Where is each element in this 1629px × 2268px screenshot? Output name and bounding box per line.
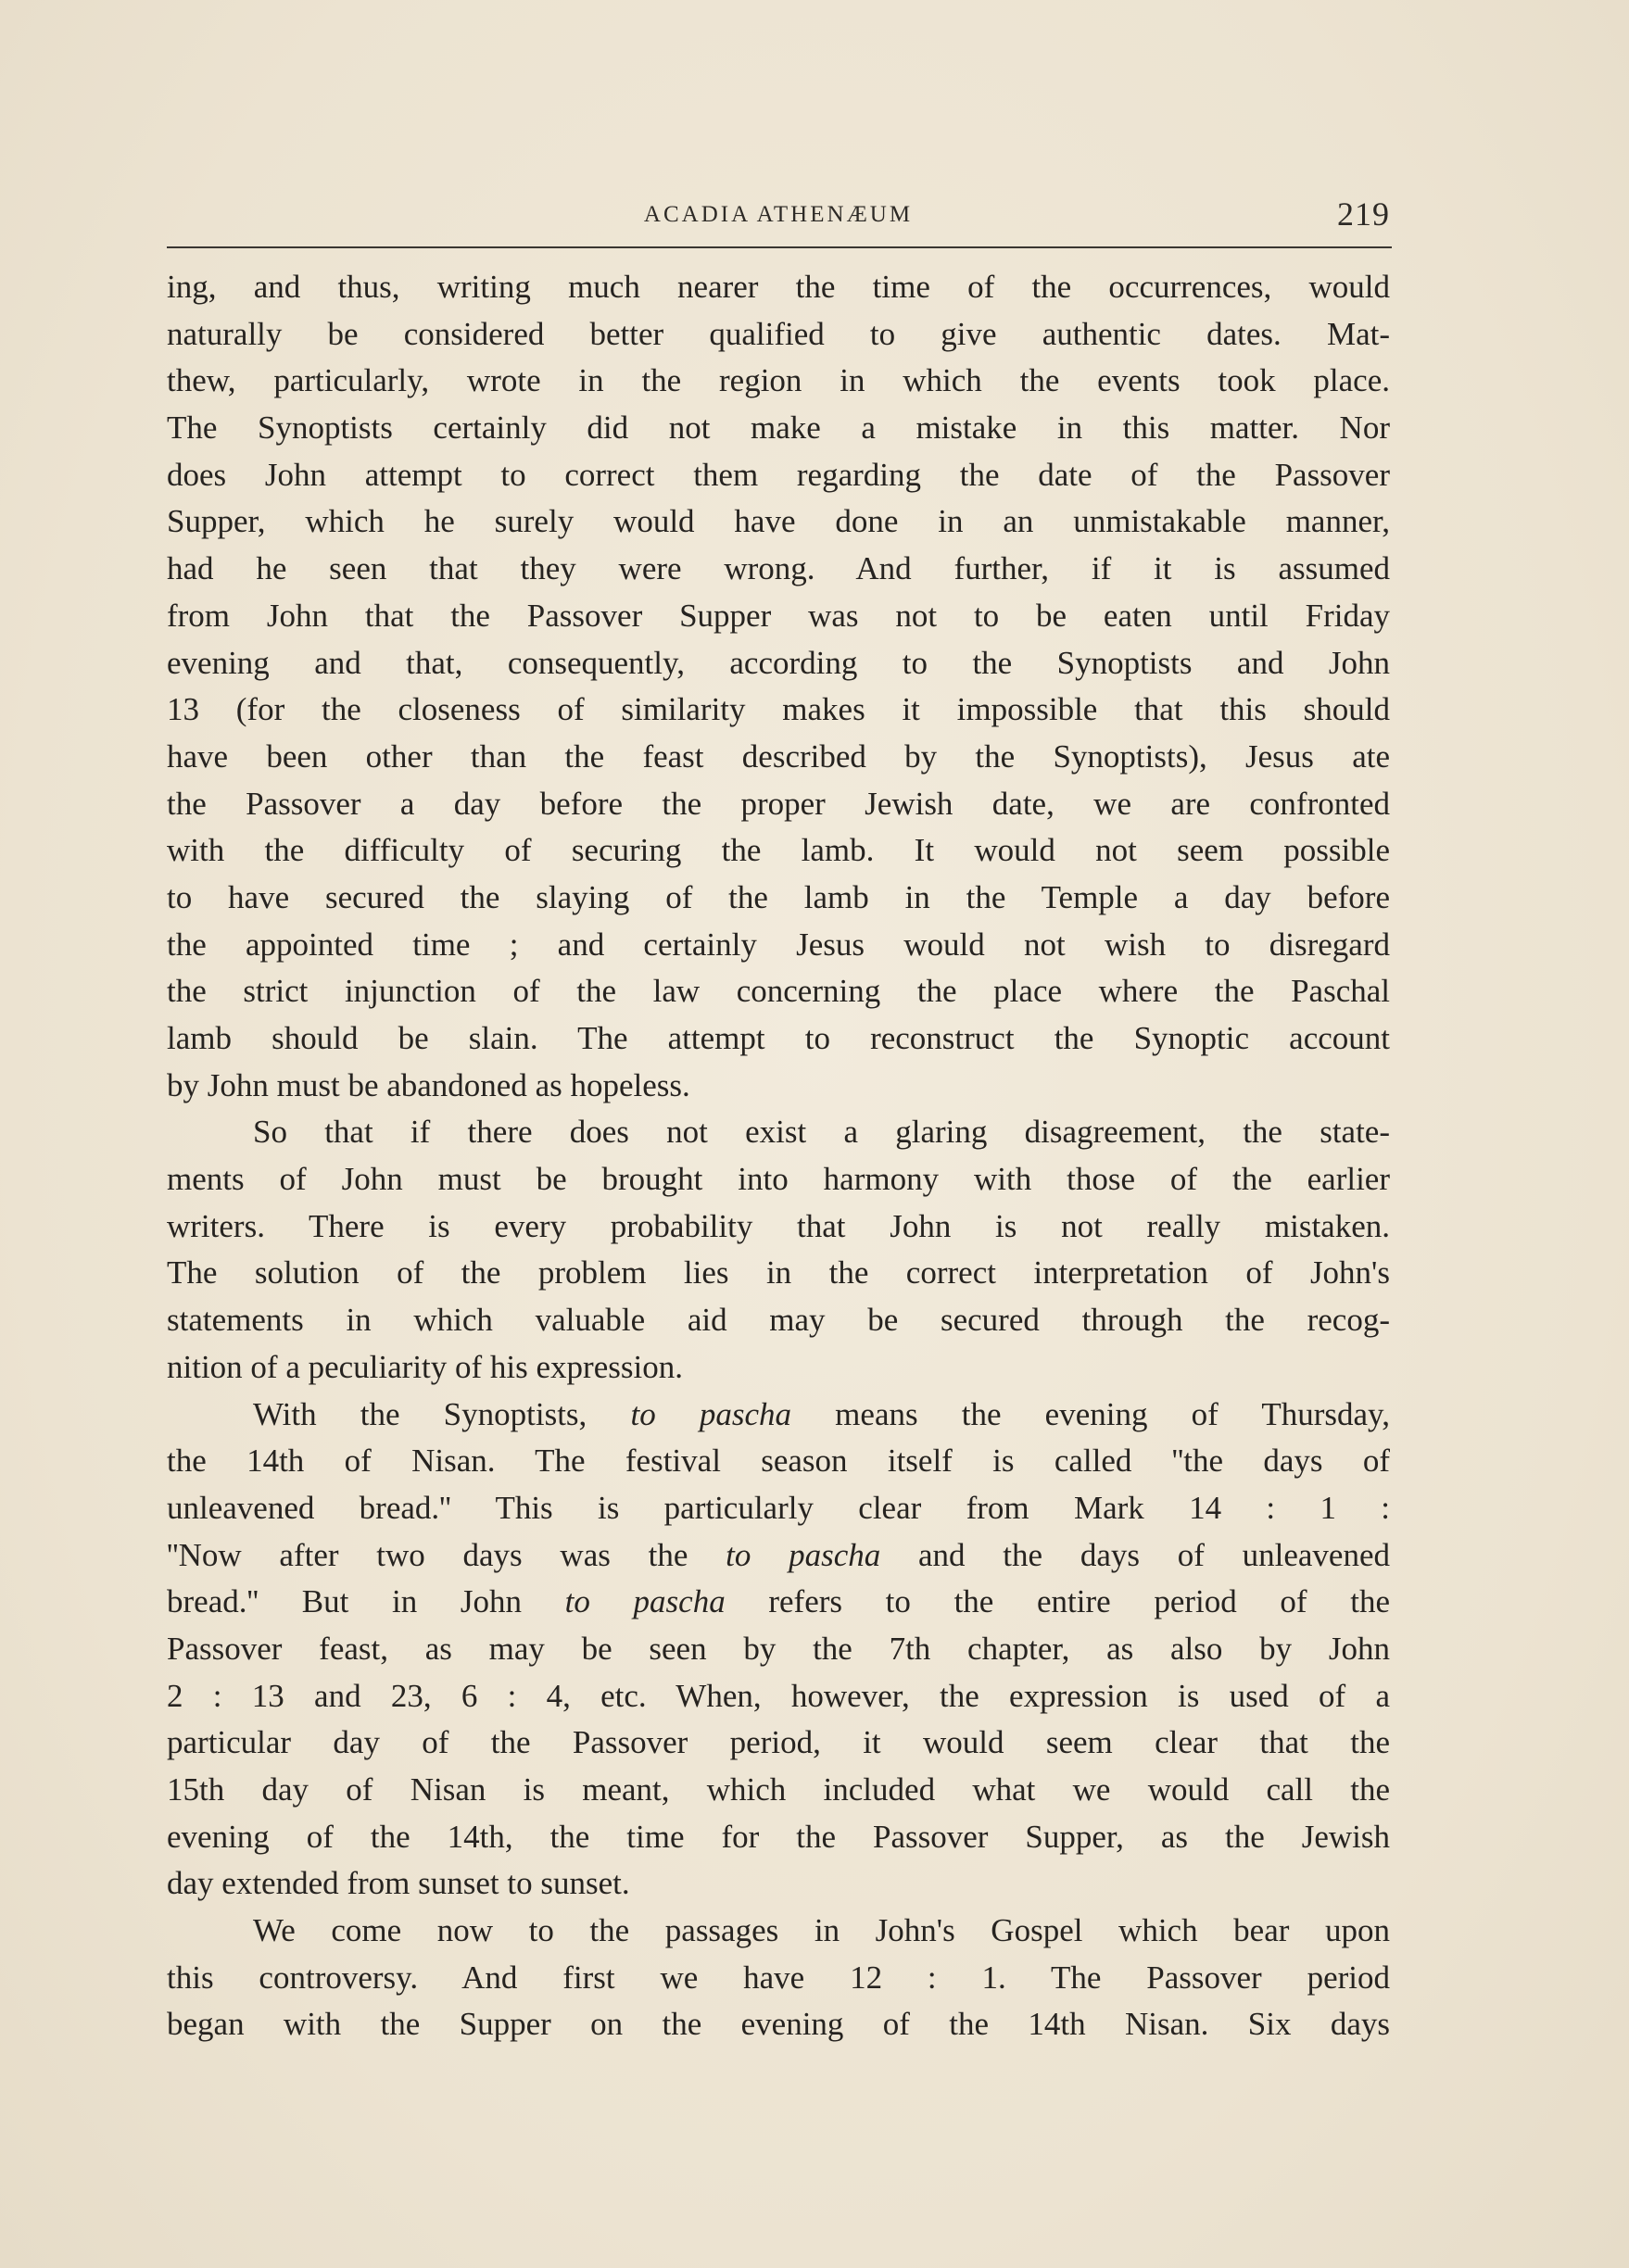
text-line: We come now to the passages in John's Gospel which bear upon (253, 1912, 1390, 1949)
text-line: have been other than the feast described by the Synoptists), Jesus ate (167, 737, 1390, 775)
text-line: particular day of the Passover period, it would seem clear that the (167, 1724, 1390, 1761)
text-line: from John that the Passover Supper was not to be eaten until Friday (167, 597, 1390, 634)
text-line: evening of the 14th, the time for the Passover Supper, as the Jewish (167, 1818, 1390, 1855)
text-line: bread.'' But in John to pascha refers to the entire period of the (167, 1583, 1390, 1620)
text-line: the strict injunction of the law concerning the place where the Paschal (167, 973, 1390, 1010)
paragraph (167, 1908, 1390, 2048)
paragraph (167, 1109, 1390, 1391)
text-line: evening and that, consequently, according to the Synoptists and John (167, 644, 1390, 681)
text-line: 2 : 13 and 23, 6 : 4, etc. When, however, the expression is used of a (167, 1677, 1390, 1714)
text-line: ing, and thus, writing much nearer the time of the occurrences, would (167, 269, 1390, 305)
text-line: by John must be abandoned as hopeless. (167, 1066, 690, 1103)
paragraph (167, 264, 1390, 1109)
text-line: ments of John must be brought into harmony with those of the earlier (167, 1161, 1390, 1198)
text-line: The solution of the problem lies in the correct interpretation of John's (167, 1254, 1390, 1292)
text-line: ''Now after two days was the to pascha and the days of unleavened (167, 1536, 1390, 1573)
body-text (167, 264, 1390, 2048)
text-line: The Synoptists certainly did not make a mistake in this matter. Nor (167, 410, 1390, 447)
text-line: to have secured the slaying of the lamb in the Temple a day before (167, 878, 1390, 915)
text-line: With the Synoptists, to pascha means the evening of Thursday, (253, 1395, 1390, 1432)
text-line: statements in which valuable aid may be secured through the recog- (167, 1302, 1390, 1339)
text-line: the 14th of Nisan. The festival season itself is called ''the days of (167, 1443, 1390, 1480)
text-line: lamb should be slain. The attempt to reconstruct the Synoptic account (167, 1020, 1390, 1056)
running-head: ACADIA ATHENÆUM (643, 202, 914, 227)
text-line: began with the Supper on the evening of the 14th Nisan. Six days (167, 2006, 1390, 2043)
text-line: had he seen that they were wrong. And further, if it is assumed (167, 550, 1390, 587)
text-line: day extended from sunset to sunset. (167, 1865, 630, 1902)
text-line: does John attempt to correct them regarding the date of the Passover (167, 456, 1390, 493)
text-line: with the difficulty of securing the lamb. It would not seem possible (167, 832, 1390, 869)
text-line: 15th day of Nisan is meant, which included what we would call the (167, 1771, 1390, 1808)
page-header (167, 193, 1390, 239)
text-line: naturally be considered better qualified to give authentic dates. Mat- (167, 315, 1390, 352)
text-line: this controversy. And first we have 12 : 1. The Passover period (167, 1959, 1390, 1996)
text-line: thew, particularly, wrote in the region in which the events took place. (167, 362, 1390, 399)
text-line: unleavened bread.'' This is particularly clear from Mark 14 : 1 : (167, 1489, 1390, 1526)
header-rule (167, 246, 1392, 248)
text-line: 13 (for the closeness of similarity makes it impossible that this should (167, 691, 1390, 728)
text-line: writers. There is every probability that John is not really mistaken. (167, 1207, 1390, 1244)
text-line: the Passover a day before the proper Jewish date, we are confronted (167, 785, 1390, 822)
text-line: the appointed time ; and certainly Jesus would not wish to disregard (167, 926, 1390, 963)
text-line: Passover feast, as may be seen by the 7th chapter, as also by John (167, 1630, 1390, 1667)
text-line: So that if there does not exist a glaring disagreement, the state- (253, 1114, 1390, 1151)
text-line: Supper, which he surely would have done in an unmistakable manner, (167, 503, 1390, 540)
text-line: nition of a peculiarity of his expression. (167, 1348, 683, 1385)
paragraph (167, 1392, 1390, 1909)
page-number: 219 (1337, 195, 1390, 233)
